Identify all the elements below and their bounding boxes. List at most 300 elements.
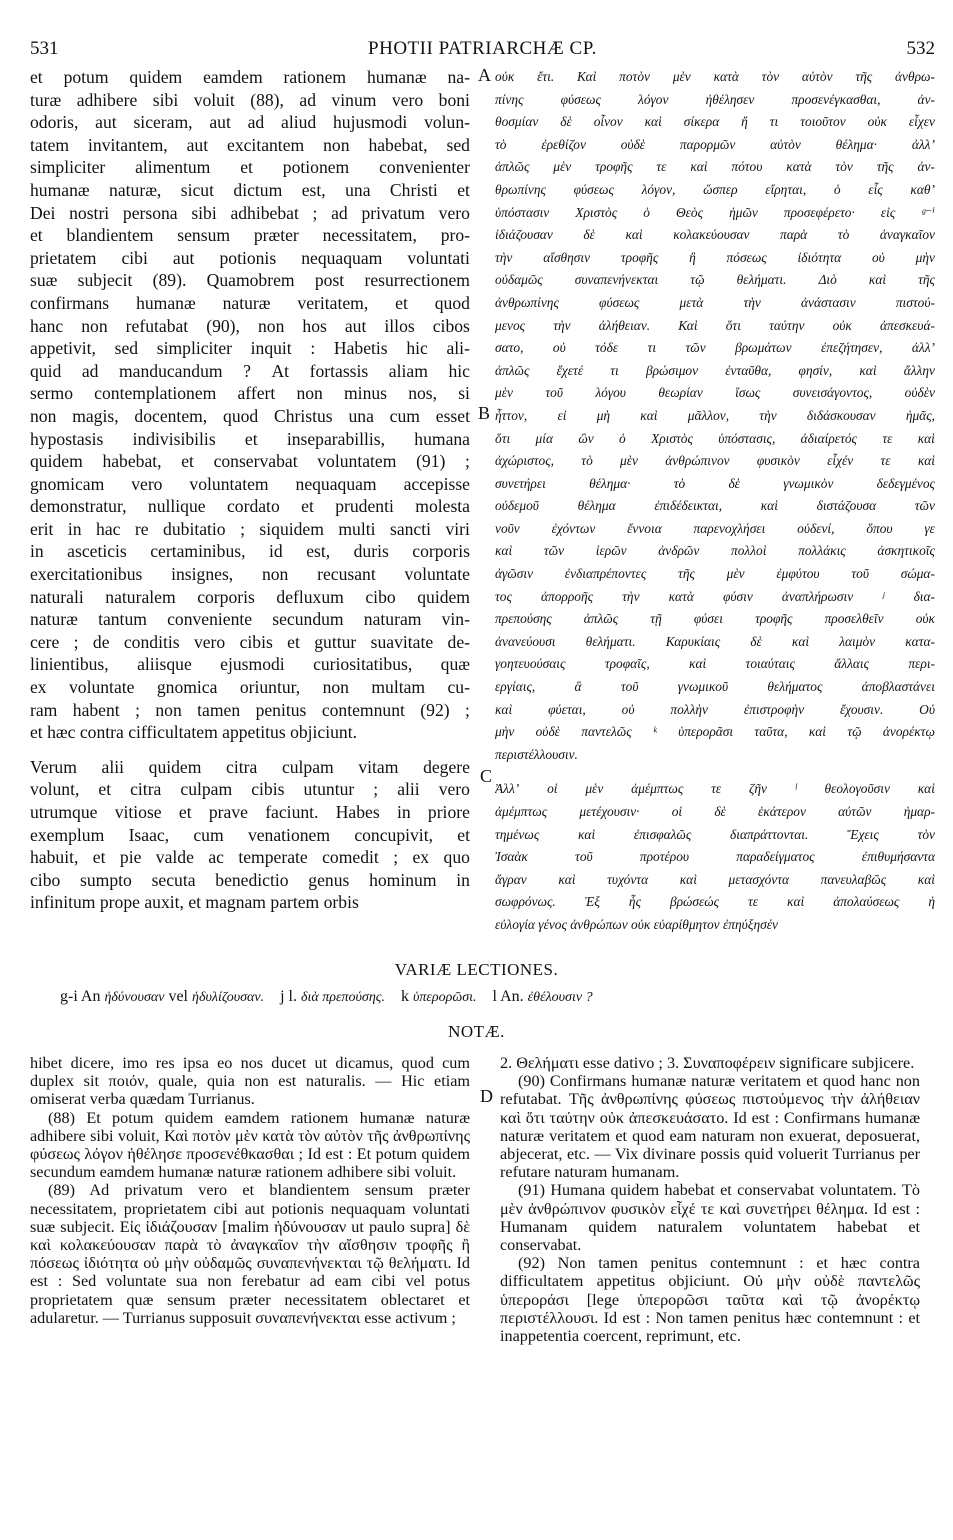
greek-line [495, 495, 935, 518]
paragraph-gap [495, 766, 935, 778]
word: τὸ [581, 453, 593, 469]
word: cere [30, 631, 60, 652]
word: θελήματι. [585, 633, 636, 649]
word: ἀνθρω- [895, 69, 935, 84]
variant-greek: ἠδύνουσαν [104, 990, 165, 1005]
variant-text: vel [168, 988, 188, 1005]
word: καὶ [495, 543, 513, 559]
latin-line [30, 586, 470, 609]
greek-line [495, 891, 935, 914]
word: blandientem [66, 225, 154, 246]
word: ; [312, 202, 318, 223]
word: et [181, 451, 194, 472]
word: sumpto [80, 869, 132, 890]
word: ὅτι [725, 317, 741, 333]
word: ὥσπερ [703, 181, 738, 197]
word: in [396, 802, 411, 822]
word: hypostasis [30, 428, 104, 449]
word: vero [193, 631, 226, 652]
word: docentem, [134, 405, 208, 426]
word: ; [135, 699, 140, 720]
word: φύσει [693, 611, 723, 627]
word: ἁπλῶς [495, 362, 530, 378]
word: corporis [412, 541, 470, 562]
word: οὐδαμῶς [495, 272, 543, 288]
word: siquidem [259, 518, 324, 539]
latin-line [30, 676, 470, 699]
word: temperate [238, 847, 308, 868]
word: aut [186, 134, 209, 155]
word: λόγου [595, 385, 626, 401]
word: et [457, 824, 470, 845]
greek-line [495, 744, 935, 767]
word: πρεπούσης [495, 611, 552, 627]
word: εἴρηται, [765, 181, 807, 197]
variant-greek: ὑπερορῶσι. [412, 990, 477, 1005]
word: et [178, 802, 192, 822]
word: minus [344, 383, 388, 404]
word: est, [306, 541, 331, 562]
word: δια- [913, 588, 935, 604]
word: ἀπεσκευά- [879, 317, 935, 333]
word: τὴν [759, 407, 777, 423]
word: τε [748, 894, 759, 910]
word: subjecit [77, 270, 133, 291]
word: θρωπίνης [495, 181, 546, 197]
word: ὑπόστασις, [718, 430, 776, 446]
word: τυχόντα [607, 871, 649, 887]
notae-title: NOTÆ. [448, 1022, 505, 1041]
word: alii [101, 756, 125, 777]
word: et [457, 179, 470, 200]
word: τε [880, 453, 891, 469]
word: Ἔχεις [847, 826, 879, 842]
word: post [314, 270, 345, 291]
latin-line [30, 134, 470, 157]
greek-line [495, 269, 935, 292]
word: ad [247, 112, 265, 133]
word: τῆς [855, 69, 873, 84]
word: prietatem [30, 247, 97, 268]
word: ἀλήθειαν. [598, 317, 651, 333]
word: Christus [274, 405, 333, 426]
word: corporis [197, 586, 255, 607]
word: μετέχουσιν· [579, 804, 640, 819]
word: habebat, [368, 134, 428, 155]
word: in [67, 518, 82, 539]
word: Καὶ [678, 317, 698, 333]
word: indivisibilis [132, 428, 216, 449]
word: ἡ [928, 894, 935, 910]
word: δὲ [728, 475, 740, 491]
word: τῶν [685, 340, 706, 356]
greek-line [495, 134, 935, 157]
word: Θεὸς [675, 204, 704, 220]
word: ἡμαρ- [903, 804, 935, 819]
word: cibi [121, 247, 148, 268]
word: non [296, 383, 323, 404]
greek-line [495, 89, 935, 112]
word: Habetis [333, 338, 388, 359]
word: οὐκ [867, 114, 887, 130]
word: τῷ [847, 724, 862, 740]
latin-line [30, 360, 470, 383]
word: demonstratur, [30, 496, 127, 517]
word: καὶ [917, 430, 935, 446]
latin-column [30, 66, 470, 914]
greek-line [495, 179, 935, 202]
word: naturam [363, 609, 422, 630]
word: τοιοῦτον [800, 114, 846, 130]
word: valde [155, 847, 194, 868]
notes-left-column [30, 1054, 470, 1327]
word: ἀπολαύσεως [833, 894, 900, 910]
word: volun- [424, 112, 470, 133]
word: τὴν [622, 588, 640, 604]
latin-line [30, 247, 470, 270]
word: φησίν, [798, 362, 833, 378]
word: τῆς [678, 566, 695, 582]
word: et [92, 847, 106, 868]
word: et [30, 67, 43, 87]
word: exercitationibus [30, 564, 143, 585]
word: ram [30, 699, 58, 720]
note-paragraph: (88) Et potum quidem eamdem rationem humanæ naturæ adhibere sibi voluit, Καὶ ποτὸν μὲν κατὰ τὸν αὐτὸν τῆς ἀνθρωπίνης φύσεως λόγον ἠθέλησε προσενέθκασθαι ; Id est : Et potum quidem secundum eamdem humanæ naturæ rationem adhibere sibi voluit. [30, 1108, 470, 1182]
greek-line [495, 869, 935, 892]
word: invitantem, [88, 134, 168, 155]
word: pro- [440, 225, 470, 246]
note-paragraph: 2. Θελήματι esse dativo ; 3. Συναποφέρειν significare subjicere. [500, 1054, 915, 1072]
word: quidem [417, 586, 470, 607]
word: vitam [358, 756, 399, 777]
greek-line [495, 778, 935, 801]
word: διδάσκουσαν [806, 407, 876, 423]
greek-line [495, 111, 935, 134]
word: benedictio [215, 869, 289, 890]
word: nequaquam [301, 247, 383, 268]
word: τῶν [543, 543, 565, 559]
word: prave [208, 802, 248, 822]
word: ; [393, 847, 399, 868]
latin-line [30, 824, 470, 847]
word: utrumque [30, 802, 98, 822]
word: ἀποβλαστάνει [861, 679, 935, 695]
word: ἐνταῦθα, [725, 362, 772, 378]
word: οὐ [621, 701, 635, 717]
word: σωφρόνως. [495, 894, 556, 910]
word: ἑκάτερον [758, 804, 806, 819]
word: vero [131, 473, 163, 494]
word: dubitatio [163, 518, 226, 539]
word: siceram, [133, 112, 193, 133]
greek-line [495, 824, 935, 847]
word: affert [237, 383, 276, 404]
word: quo [443, 847, 470, 868]
greek-line [495, 224, 935, 247]
word: defluxum [276, 586, 344, 607]
word: ; [240, 518, 245, 539]
word: παραδείγματος [736, 849, 815, 865]
word: veritatem, [297, 292, 369, 313]
greek-line [495, 846, 935, 869]
word: aliisque [137, 654, 192, 675]
word: ; [373, 779, 379, 800]
word: φύσιν [722, 588, 753, 604]
word: naturalem [105, 586, 176, 607]
latin-line [30, 337, 470, 360]
word: οὐδὲ [620, 136, 646, 152]
variant-text: g-i An [60, 988, 101, 1005]
greek-line [495, 360, 935, 383]
word: Dei [30, 202, 56, 223]
word: certaminibus, [150, 541, 246, 562]
greek-line-text: εὐλογία γένος ἀνθρώπων οὐκ εὐαρίθμητον ἐπηύξησέν [495, 916, 778, 932]
margin-letter-c: C [480, 766, 493, 786]
latin-line [30, 563, 470, 586]
latin-line [30, 699, 470, 722]
word: τροφῆς [755, 611, 793, 627]
latin-line-text: infinitum prope auxit, et magnam partem orbis [30, 892, 359, 913]
latin-line [30, 66, 470, 89]
word: hic [406, 338, 428, 359]
word: οἱ [547, 781, 558, 797]
word: volunt, [30, 779, 80, 800]
word: est, [301, 179, 326, 200]
word: gnomicam [30, 473, 105, 494]
word: molesta [415, 496, 470, 517]
word: ex [30, 677, 47, 698]
word: ʲ [882, 588, 885, 604]
word: ; [73, 631, 79, 652]
word: ἰδιότητα [797, 249, 842, 265]
word: ἀγῶσιν [495, 566, 534, 582]
greek-line [495, 428, 935, 451]
word: ἧς [628, 894, 641, 910]
word: vinum [331, 89, 377, 110]
word: ἐνδιαπρέποντες [564, 566, 647, 582]
word: linientibus, [30, 654, 109, 675]
word: ὅπου [866, 520, 893, 536]
word: τὴν [495, 249, 513, 265]
greek-column [495, 66, 935, 937]
greek-line [495, 66, 935, 89]
note-paragraph: (91) Humana quidem habebat et conservabat voluntatem. Τὸ μὲν ἀνθρώπινον φυσικὸν εἶχέ τε καὶ συνετήρει θέλημα. Id est : Humanam quidem naturalem voluntatem habebat et conservabat. [500, 1181, 920, 1255]
latin-line [30, 450, 470, 473]
variant-greek: ἡδυλίζουσαν. [192, 990, 265, 1005]
word: de [92, 631, 110, 652]
word: οὐδὲν [904, 385, 935, 401]
word: καὶ [679, 871, 697, 887]
latin-line [30, 224, 470, 247]
word: alimentum [135, 157, 211, 178]
word: alii [397, 779, 420, 800]
word: ἀν- [917, 91, 935, 107]
word: vero [391, 89, 424, 110]
word: ali- [446, 338, 470, 359]
word: αὐτῶν [838, 804, 872, 819]
word: citra [226, 756, 258, 777]
word: αἴσθησιν [543, 249, 591, 265]
word: μὲν [585, 781, 604, 797]
latin-line [30, 382, 470, 405]
word: cibos [432, 315, 470, 336]
latin-line [30, 846, 470, 869]
word: μὲν [672, 69, 691, 84]
word: et [240, 157, 253, 178]
word: non [81, 315, 108, 336]
word: σίκερα [683, 114, 720, 130]
word: ἄλλην [903, 362, 935, 378]
margin-letter-a: A [478, 65, 491, 85]
word: hic [448, 360, 470, 381]
word: aliam [388, 360, 428, 381]
word: διαπράττονται. [730, 826, 809, 842]
word: ἧττον, [495, 407, 528, 423]
word: dictum [233, 179, 283, 200]
word: δὲ [750, 633, 762, 649]
word: et [395, 292, 408, 313]
word: ἐπεζήτησεν, [820, 340, 883, 356]
word: κατὰ [713, 69, 739, 84]
word: καὶ [760, 498, 778, 514]
word: καὶ [558, 871, 576, 887]
word: ἔχετέ [556, 362, 584, 378]
latin-line-text: et hæc contra cifficultatem appetitus objiciunt. [30, 722, 358, 743]
word: ἀναπλήρωσιν [781, 588, 854, 604]
word: φύεται, [548, 701, 586, 717]
word: Quamobrem [206, 270, 295, 291]
word: manducandum [118, 360, 223, 381]
word: δὲ [560, 114, 572, 130]
word: refutabat [125, 315, 189, 336]
word: ἀσκητικοῖς [877, 543, 935, 559]
word: φυσικὸν [756, 453, 800, 469]
word: non [261, 564, 289, 585]
word: ᵏ [652, 724, 657, 740]
word: prudenti [335, 496, 394, 517]
latin-line [30, 292, 470, 315]
word: οὐδεμοῦ [495, 498, 539, 514]
word: penitus [255, 699, 307, 720]
greek-line [495, 914, 935, 937]
word: ὑπερορᾶσι [678, 724, 734, 740]
word: tantum [98, 609, 147, 630]
word: Isaac, [128, 824, 170, 845]
greek-line [495, 721, 935, 744]
word: odoris, [30, 112, 79, 133]
word: παρενοχλήσει [693, 520, 766, 536]
word: ἀδιαίρετός [800, 430, 857, 446]
latin-line [30, 608, 470, 631]
word: recusant [317, 564, 376, 585]
word: οὐκ [495, 69, 515, 84]
word: κατὰ [668, 588, 694, 604]
word: convenienter [379, 157, 470, 178]
word: φύσεως [560, 91, 601, 107]
greek-line [495, 631, 935, 654]
word: guttur [314, 631, 357, 652]
word: gnomica [156, 677, 218, 698]
word: quid [30, 360, 62, 381]
word: τροφῆς [595, 159, 633, 175]
word: τοῦ [545, 385, 563, 401]
word: si [458, 383, 470, 404]
word: citra [130, 779, 162, 800]
word: προτέρου [639, 849, 690, 865]
word: quod [434, 292, 470, 313]
word: non [323, 134, 350, 155]
word: τε [656, 159, 667, 175]
word: ἄλλαις [834, 656, 870, 672]
word: sibi [152, 89, 179, 110]
word: καὶ [808, 724, 827, 740]
word: τῆς [918, 272, 935, 288]
word: duris [353, 541, 389, 562]
word: ἀναγκαῖον [879, 227, 935, 243]
word: γνωμικὸν [783, 475, 834, 491]
word: cibo [30, 869, 61, 890]
word: ἀχώριστος, [495, 453, 555, 469]
word: Ἰσαὰκ [495, 849, 528, 865]
word: καὶ [917, 453, 935, 469]
latin-line [30, 891, 470, 914]
word: humanæ [30, 179, 90, 200]
variant-greek: διὰ πρεπούσης. [300, 990, 385, 1005]
latin-line [30, 111, 470, 134]
word: ad [331, 202, 348, 223]
word: habuit, [30, 847, 79, 868]
word: sibi [191, 202, 217, 223]
word: vitiose [114, 802, 162, 822]
word: τὸν [835, 159, 853, 175]
word: φύσεως [573, 181, 614, 197]
word: Ἀλλ’ [495, 781, 520, 797]
word: ἔτι. [537, 69, 555, 84]
greek-line [495, 608, 935, 631]
word: voluntate [68, 677, 135, 698]
word: Καρυκίαις [665, 633, 721, 649]
word: asceticis [67, 541, 127, 562]
word: μὴ [596, 407, 611, 423]
word: et [301, 496, 314, 517]
word: σατο, [495, 340, 524, 356]
word: τόδε [595, 340, 619, 356]
word: rationem [283, 67, 347, 87]
word: ἤ [741, 114, 748, 130]
word: (91) [416, 451, 446, 472]
word: ἀμέμπτως [631, 781, 684, 797]
greek-line [495, 292, 935, 315]
word: ἐμφύτου [776, 566, 820, 582]
word: aut [209, 112, 231, 133]
variant-text: j l. [280, 988, 297, 1005]
word: exemplum [30, 824, 105, 845]
word: οὐ [552, 340, 566, 356]
latin-line [30, 269, 470, 292]
word: quidem [30, 451, 83, 472]
word: οὐ [871, 249, 885, 265]
word: καὶ [868, 272, 887, 288]
word: id [269, 541, 283, 562]
greek-line [495, 540, 935, 563]
word: naturæ [30, 609, 78, 630]
word: εἰς [880, 204, 896, 220]
word: aut [344, 315, 367, 336]
word: conservabat [213, 451, 298, 472]
word: de- [447, 631, 470, 652]
word: οὐδὲ [535, 724, 560, 740]
word: ὢν [578, 430, 594, 446]
